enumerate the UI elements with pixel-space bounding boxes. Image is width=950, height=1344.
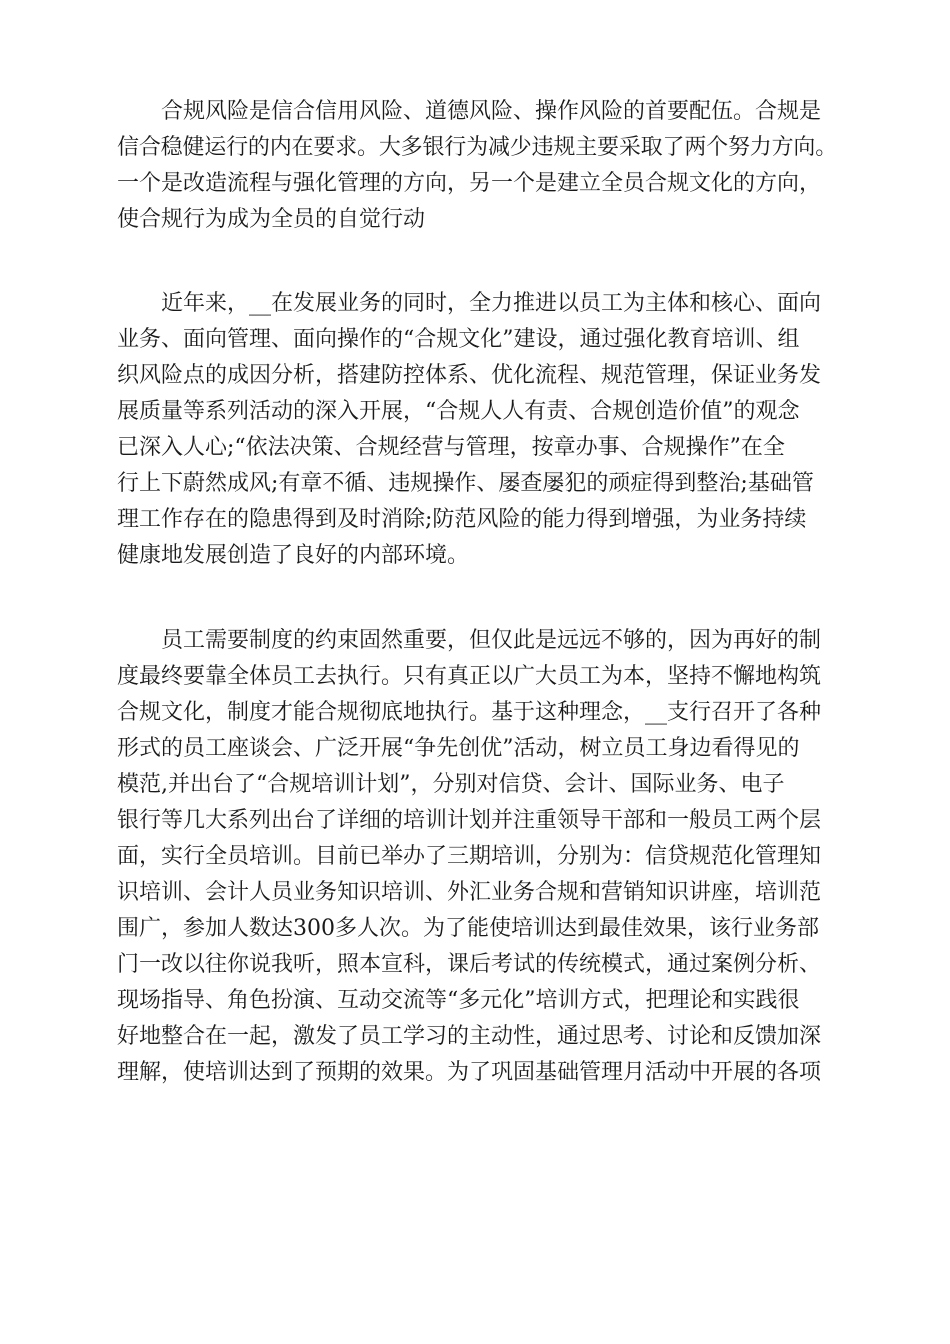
paragraph-line: 员工需要制度的约束固然重要，但仅此是远远不够的，因为再好的制 bbox=[161, 628, 822, 653]
paragraph-line: 展质量等系列活动的深入开展，“合规人人有责、合规创造价值”的观念 bbox=[117, 399, 800, 424]
paragraph-line: 合规风险是信合信用风险、道德风险、操作风险的首要配伍。合规是 bbox=[161, 99, 822, 124]
paragraph-line: 信合稳健运行的内在要求。大多银行为减少违规主要采取了两个努力方向。 bbox=[117, 135, 838, 160]
paragraph-line: 理解，使培训达到了预期的效果。为了巩固基础管理月活动中开展的各项 bbox=[117, 1060, 822, 1085]
paragraph-line: 合规文化，制度才能合规彻底地执行。基于这种理念，__支行召开了各种 bbox=[117, 700, 822, 725]
paragraph-3 bbox=[117, 623, 837, 1091]
paragraph-line: 面，实行全员培训。目前已举办了三期培训，分别为：信贷规范化管理知 bbox=[117, 844, 822, 869]
paragraph-line: 银行等几大系列出台了详细的培训计划并注重领导干部和一般员工两个层 bbox=[117, 808, 822, 833]
paragraph-line: 好地整合在一起，激发了员工学习的主动性，通过思考、讨论和反馈加深 bbox=[117, 1024, 822, 1049]
paragraph-line: 理工作存在的隐患得到及时消除;防范风险的能力得到增强，为业务持续 bbox=[117, 507, 807, 532]
paragraph-line: 度最终要靠全体员工去执行。只有真正以广大员工为本，坚持不懈地构筑 bbox=[117, 664, 822, 689]
paragraph-line: 围广，参加人数达300多人次。为了能使培训达到最佳效果，该行业务部 bbox=[117, 916, 819, 941]
paragraph-line: 门一改以往你说我听，照本宣科，课后考试的传统模式，通过案例分析、 bbox=[117, 952, 822, 977]
paragraph-line: 形式的员工座谈会、广泛开展“争先创优”活动，树立员工身边看得见的 bbox=[117, 736, 800, 761]
paragraph-line: 一个是改造流程与强化管理的方向，另一个是建立全员合规文化的方向， bbox=[117, 171, 822, 196]
paragraph-line: 近年来，__在发展业务的同时，全力推进以员工为主体和核心、面向 bbox=[161, 291, 822, 316]
paragraph-line: 识培训、会计人员业务知识培训、外汇业务合规和营销知识讲座，培训范 bbox=[117, 880, 822, 905]
paragraph-line: 模范,并出台了“合规培训计划”，分别对信贷、会计、国际业务、电子 bbox=[117, 772, 785, 797]
paragraph-line: 现场指导、角色扮演、互动交流等“多元化”培训方式，把理论和实践很 bbox=[117, 988, 800, 1013]
paragraph-1 bbox=[117, 94, 837, 238]
paragraph-line: 织风险点的成因分析，搭建防控体系、优化流程、规范管理，保证业务发 bbox=[117, 363, 822, 388]
paragraph-line: 业务、面向管理、面向操作的“合规文化”建设，通过强化教育培训、组 bbox=[117, 327, 800, 352]
paragraph-line: 行上下蔚然成风;有章不循、违规操作、屡查屡犯的顽症得到整治;基础管 bbox=[117, 471, 814, 496]
paragraph-2 bbox=[117, 286, 837, 574]
paragraph-line: 已深入人心;“依法决策、合规经营与管理，按章办事、合规操作”在全 bbox=[117, 435, 785, 460]
paragraph-line: 健康地发展创造了良好的内部环境。 bbox=[117, 543, 470, 568]
paragraph-line: 使合规行为成为全员的自觉行动 bbox=[117, 207, 426, 232]
